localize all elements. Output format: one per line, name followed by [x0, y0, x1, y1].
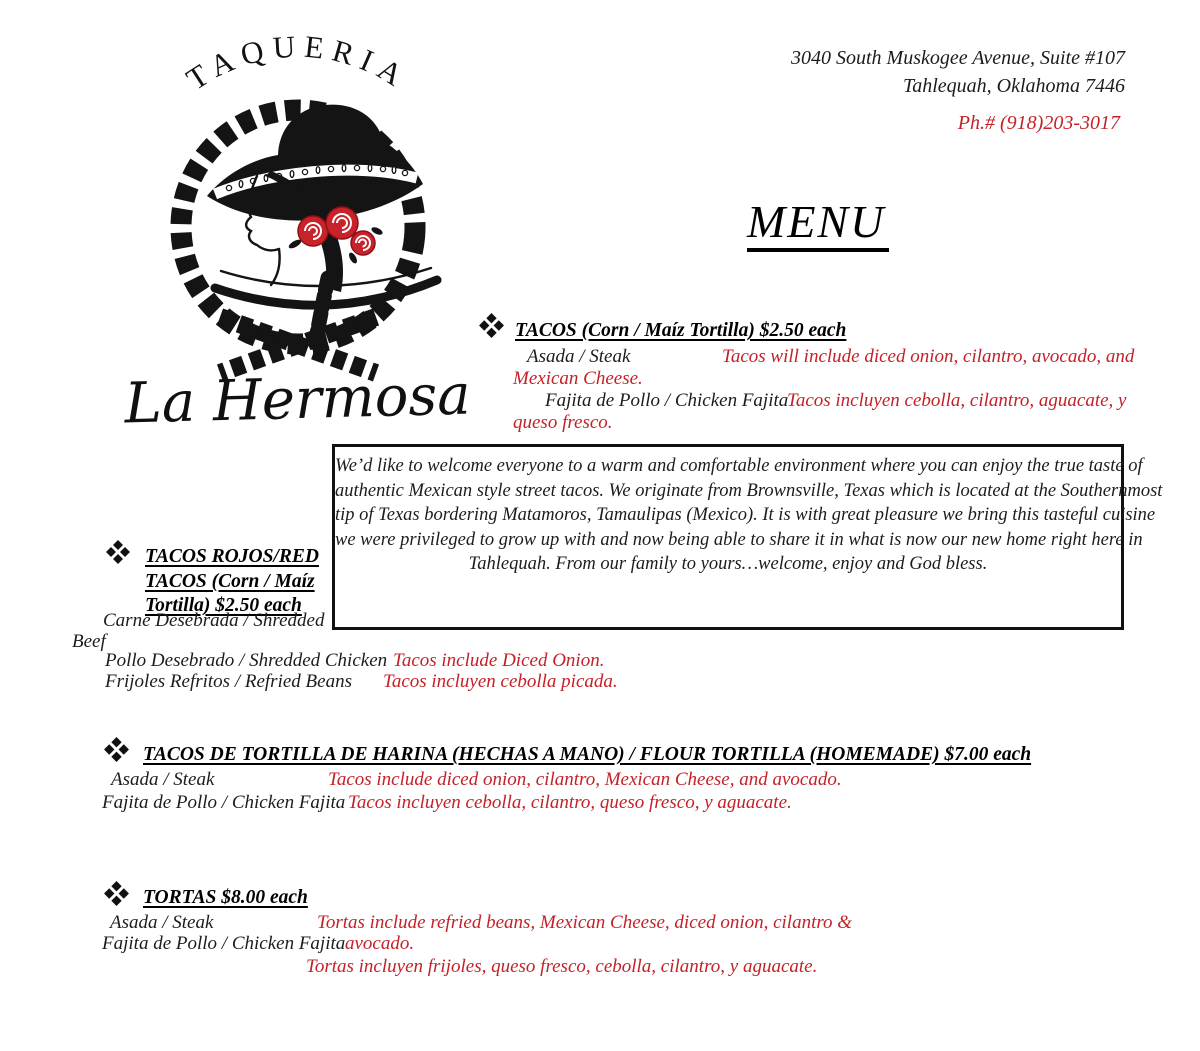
- harina-note-spanish: Tacos incluyen cebolla, cilantro, queso fresco, y aguacate.: [348, 792, 792, 813]
- welcome-line: we were privileged to grow up with and now being able to share it in what is now our new home right here in: [335, 529, 1143, 550]
- tacos-note-english: Tacos will include diced onion, cilantro, avocado, and: [722, 346, 1135, 367]
- address-block: [791, 44, 1125, 100]
- menu-item-shredded-beef: Carne Desebrada / Shredded: [103, 610, 325, 631]
- page-title: MENU: [747, 198, 889, 252]
- rojos-heading-line2: TACOS (Corn / Maíz: [145, 571, 315, 592]
- menu-item-asada-steak: Asada / Steak: [110, 912, 214, 933]
- diamond-bullet-icon: [105, 539, 131, 565]
- address-line-2: Tahlequah, Oklahoma 7446: [902, 75, 1125, 97]
- menu-item-chicken-fajita: Fajita de Pollo / Chicken Fajita: [102, 933, 346, 954]
- rojos-heading-line3: Tortilla) $2.50 each: [145, 595, 302, 616]
- diamond-bullet-icon: [103, 736, 130, 763]
- tacos-note-english-cont: Mexican Cheese.: [513, 368, 643, 389]
- menu-item-refried-beans: Frijoles Refritos / Refried Beans: [105, 671, 352, 692]
- tacos-heading: TACOS (Corn / Maíz Tortilla) $2.50 each: [515, 320, 847, 341]
- menu-item-shredded-beef-cont: Beef: [72, 631, 106, 652]
- svg-text:TAQUERIA: [180, 28, 416, 96]
- tortas-note-spanish: Tortas incluyen frijoles, queso fresco, cebolla, cilantro, y aguacate.: [306, 956, 818, 977]
- tortas-heading: TORTAS $8.00 each: [143, 887, 308, 908]
- welcome-line: Tahlequah. From our family to yours…welcome, enjoy and God bless.: [468, 554, 988, 575]
- phone-number: Ph.# (918)203-3017: [957, 112, 1120, 134]
- tortas-note-english-cont: avocado.: [345, 933, 415, 954]
- taqueria-arc-text: TAQUERIA: [180, 28, 416, 97]
- address-line-1: 3040 South Muskogee Avenue, Suite #107: [790, 47, 1125, 69]
- harina-heading: TACOS DE TORTILLA DE HARINA (HECHAS A MANO) / FLOUR TORTILLA (HOMEMADE) $7.00 each: [143, 744, 1032, 765]
- tortas-note-english: Tortas include refried beans, Mexican Cheese, diced onion, cilantro &: [317, 912, 853, 933]
- welcome-line: We’d like to welcome everyone to a warm and comfortable environment where you can enjoy the true taste of: [335, 456, 1143, 476]
- logo-script-name: La Hermosa: [123, 362, 472, 437]
- tacos-note-spanish-cont: queso fresco.: [513, 412, 613, 433]
- welcome-line: authentic Mexican style street tacos. We originate from Brownsville, Texas which is located at the Southernmost: [335, 480, 1163, 501]
- menu-item-chicken-fajita: Fajita de Pollo / Chicken Fajita: [102, 792, 346, 813]
- welcome-line: tip of Texas bordering Matamoros, Tamaulipas (Mexico). It is with great pleasure we bring this tasteful cuisine: [335, 505, 1156, 526]
- diamond-bullet-icon: [103, 880, 130, 907]
- restaurant-logo: [95, 26, 485, 438]
- rojos-note-spanish: Tacos incluyen cebolla picada.: [383, 671, 618, 692]
- menu-item-chicken-fajita: Fajita de Pollo / Chicken Fajita: [545, 390, 789, 411]
- harina-note-english: Tacos include diced onion, cilantro, Mexican Cheese, and avocado.: [328, 769, 842, 790]
- diamond-bullet-icon: [478, 312, 505, 339]
- menu-item-shredded-chicken: Pollo Desebrado / Shredded Chicken: [105, 650, 388, 671]
- menu-item-asada-steak: Asada / Steak: [111, 769, 215, 790]
- rojos-heading-line1: TACOS ROJOS/RED: [145, 546, 319, 567]
- rojos-note-english: Tacos include Diced Onion.: [393, 650, 605, 671]
- tacos-note-spanish: Tacos incluyen cebolla, cilantro, aguacate, y: [787, 390, 1127, 411]
- menu-item-asada-steak: Asada / Steak: [527, 346, 631, 367]
- welcome-box: [332, 444, 1163, 630]
